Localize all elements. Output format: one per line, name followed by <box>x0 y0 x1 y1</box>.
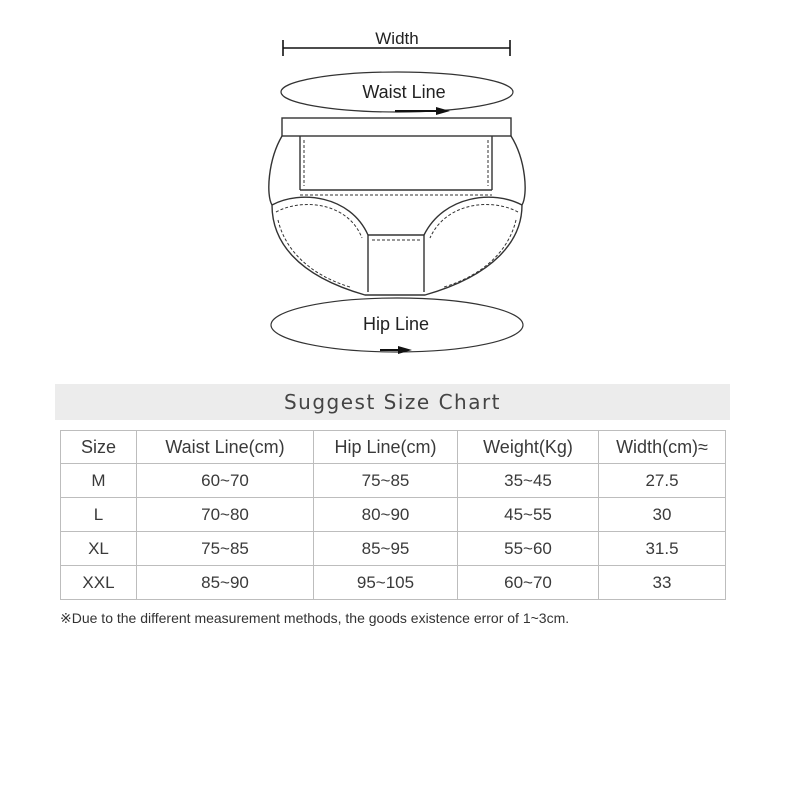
garment-outline <box>269 118 525 295</box>
cell-size: XXL <box>61 566 137 600</box>
header-hip-line: Hip Line(cm) <box>314 431 458 464</box>
size-chart-title-band <box>55 384 730 420</box>
header-weight: Weight(Kg) <box>458 431 599 464</box>
table-row <box>61 464 726 498</box>
hip-arrow-icon <box>380 346 412 354</box>
cell-width: 30 <box>599 498 726 532</box>
hip-line-label: Hip Line <box>362 314 430 334</box>
table-row <box>61 566 726 600</box>
table-row <box>61 532 726 566</box>
cell-weight: 35~45 <box>458 464 599 498</box>
cell-waist: 70~80 <box>137 498 314 532</box>
cell-hip: 85~95 <box>314 532 458 566</box>
measurement-note: ※Due to the different measurement methods, the goods existence error of 1~3cm. <box>60 610 570 626</box>
size-chart-table <box>60 430 726 600</box>
header-size: Size <box>61 431 137 464</box>
cell-hip: 80~90 <box>314 498 458 532</box>
underwear-measurement-diagram <box>0 0 800 370</box>
waist-line-label: Waist Line <box>362 82 446 102</box>
cell-hip: 95~105 <box>314 566 458 600</box>
cell-weight: 55~60 <box>458 532 599 566</box>
cell-size: XL <box>61 532 137 566</box>
cell-weight: 45~55 <box>458 498 599 532</box>
width-label: Width <box>375 29 419 48</box>
cell-width: 31.5 <box>599 532 726 566</box>
cell-weight: 60~70 <box>458 566 599 600</box>
cell-waist: 60~70 <box>137 464 314 498</box>
cell-size: M <box>61 464 137 498</box>
table-header-row <box>61 431 726 464</box>
cell-waist: 85~90 <box>137 566 314 600</box>
table-row <box>61 498 726 532</box>
garment-stitching <box>276 140 518 287</box>
size-chart-title: Suggest Size Chart <box>283 390 502 414</box>
cell-hip: 75~85 <box>314 464 458 498</box>
cell-width: 33 <box>599 566 726 600</box>
cell-size: L <box>61 498 137 532</box>
cell-width: 27.5 <box>599 464 726 498</box>
cell-waist: 75~85 <box>137 532 314 566</box>
header-width: Width(cm)≈ <box>599 431 726 464</box>
header-waist-line: Waist Line(cm) <box>137 431 314 464</box>
waist-arrow-icon <box>395 107 450 115</box>
